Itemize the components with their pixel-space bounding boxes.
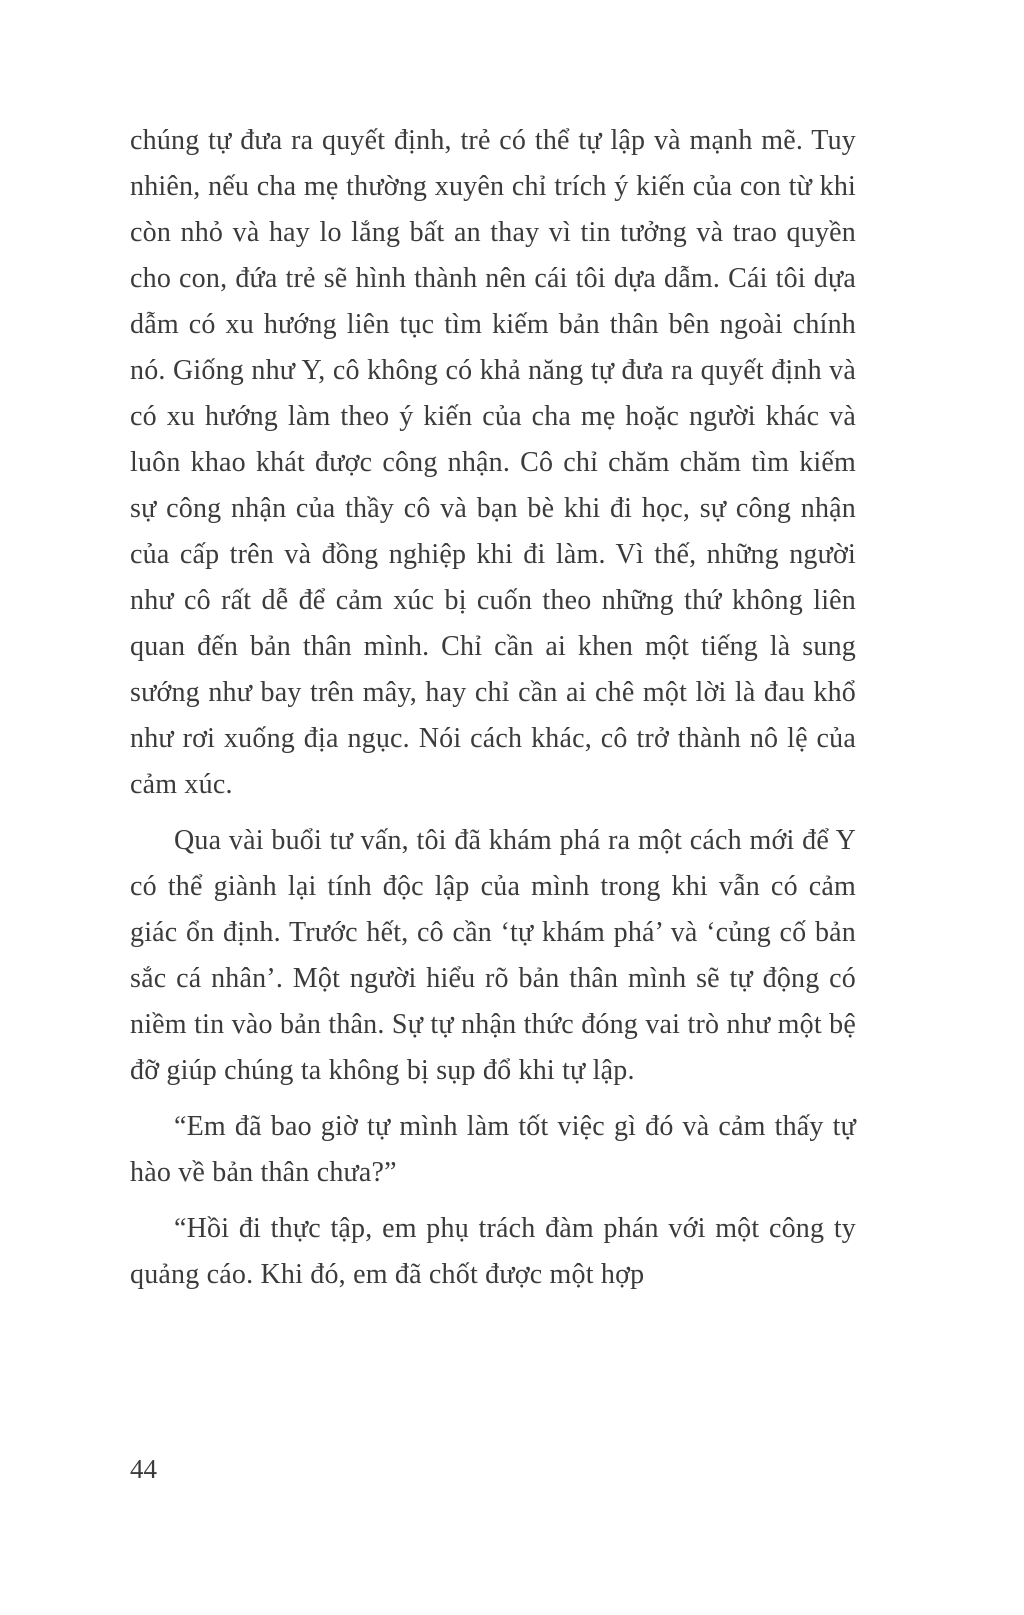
paragraph-2: Qua vài buổi tư vấn, tôi đã khám phá ra một cách mới để Y có thể giành lại tính độc lập của mình trong khi vẫn có cảm giác ổn định. Trước hết, cô cần ‘tự khám phá’ và ‘củng cố bản sắc cá nhân’. Một người hiểu rõ bản thân mình sẽ tự động có niềm tin vào bản thân. Sự tự nhận thức đóng vai trò như một bệ đỡ giúp chúng ta không bị sụp đổ khi tự lập.	[130, 825, 856, 1086]
paragraph-4-dialogue: “Hồi đi thực tập, em phụ trách đàm phán với một công ty quảng cáo. Khi đó, em đã chốt được một hợp	[130, 1213, 856, 1290]
paragraph-3-dialogue: “Em đã bao giờ tự mình làm tốt việc gì đó và cảm thấy tự hào về bản thân chưa?”	[130, 1111, 856, 1188]
paragraph-1: chúng tự đưa ra quyết định, trẻ có thể tự lập và mạnh mẽ. Tuy nhiên, nếu cha mẹ thường xuyên chỉ trích ý kiến của con từ khi còn nhỏ và hay lo lắng bất an thay vì tin tưởng và trao quyền cho con, đứa trẻ sẽ hình thành nên cái tôi dựa dẫm. Cái tôi dựa dẫm có xu hướng liên tục tìm kiếm bản thân bên ngoài chính nó. Giống như Y, cô không có khả năng tự đưa ra quyết định và có xu hướng làm theo ý kiến của cha mẹ hoặc người khác và luôn khao khát được công nhận. Cô chỉ chăm chăm tìm kiếm sự công nhận của thầy cô và bạn bè khi đi học, sự công nhận của cấp trên và đồng nghiệp khi đi làm. Vì thế, những người như cô rất dễ để cảm xúc bị cuốn theo những thứ không liên quan đến bản thân mình. Chỉ cần ai khen một tiếng là sung sướng như bay trên mây, hay chỉ cần ai chê một lời là đau khổ như rơi xuống địa ngục. Nói cách khác, cô trở thành nô lệ của cảm xúc.	[130, 125, 856, 800]
page-number: 44	[130, 1454, 157, 1484]
